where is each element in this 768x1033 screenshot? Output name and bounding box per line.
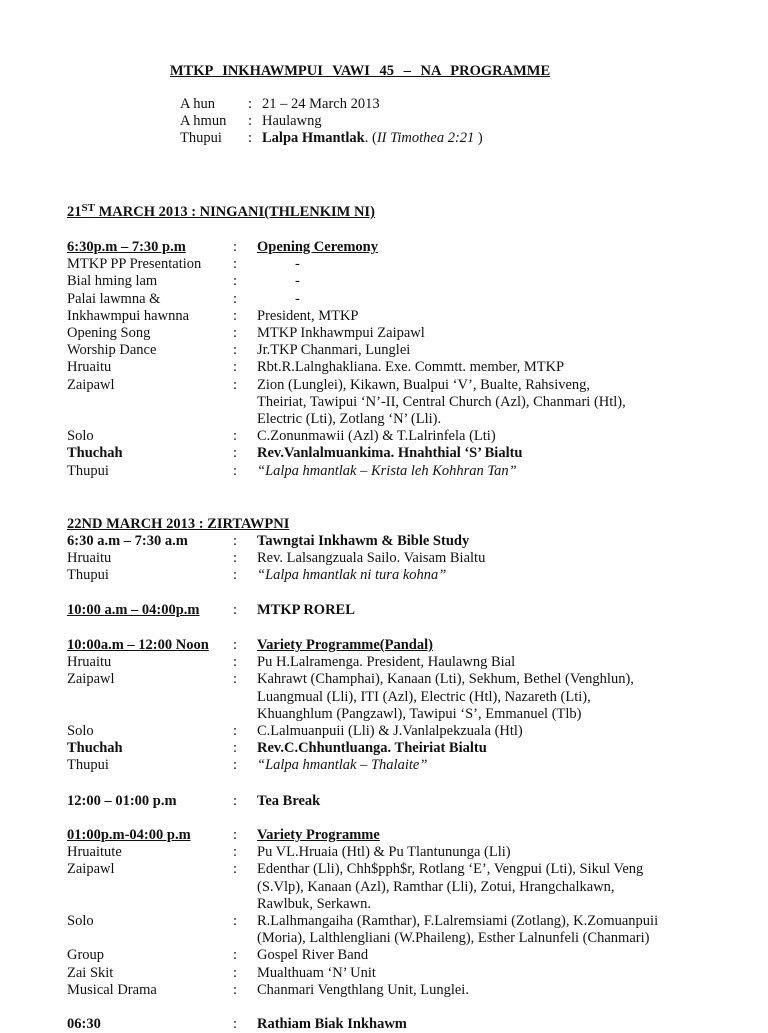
variety2-schedule (67, 827, 658, 999)
rorel-row (67, 602, 355, 619)
row-label: Zaipawl (67, 861, 115, 878)
document-title: MTKP INKHAWMPUI VAWI 45 – NA PROGRAMME (169, 63, 551, 79)
row-value (257, 567, 446, 584)
value-text: Variety Programme (257, 827, 380, 843)
row-value (257, 239, 378, 256)
value-text: Opening Ceremony (257, 239, 378, 255)
value-text: Variety Programme(Pandal) (257, 637, 433, 653)
row-value (257, 827, 380, 844)
colon: : (233, 740, 238, 757)
value-text: C.Zonunmawii (Azl) & T.Lalrinfela (Lti) (257, 428, 496, 445)
row-value (257, 325, 425, 342)
value-text: President, MTKP (257, 307, 359, 324)
row-label: Zaipawl (67, 671, 115, 688)
row-value (257, 550, 485, 567)
colon: : (233, 654, 238, 671)
value-text: - (295, 273, 300, 290)
colon: : (233, 533, 238, 549)
schedule-row (67, 445, 626, 462)
info-venue (180, 113, 483, 130)
colon: : (233, 359, 238, 376)
row-label: Hruaitu (67, 654, 112, 671)
value-text: “Lalpa hmantlak ni tura kohna” (257, 567, 447, 584)
row-label: Group (67, 947, 105, 964)
schedule-row (67, 965, 658, 982)
row-value (257, 291, 300, 308)
row-label: Zaipawl (67, 376, 115, 393)
value-line: (S.Vlp), Kanaan (Azl), Ramthar (Lli), Zotui, Hrangchalkawn, (257, 878, 615, 895)
info-label: A hun (180, 96, 216, 112)
theme-title: Lalpa Hmantlak (262, 130, 365, 147)
value-line: (Moria), Lalthlengliani (W.Phaileng), Esther Lalnunfeli (Chanmari) (257, 930, 650, 947)
colon: : (233, 325, 238, 342)
row-value (257, 602, 355, 619)
event-info (180, 96, 483, 148)
colon: : (248, 130, 253, 147)
row-value (257, 654, 515, 671)
row-value (257, 913, 658, 947)
value-text: - (295, 290, 300, 307)
value-line: Rawlbuk, Serkawn. (257, 895, 371, 912)
row-label: 6:30 a.m – 7:30 a.m (67, 533, 188, 549)
row-value (257, 359, 564, 376)
row-label: Solo (67, 912, 94, 929)
row-label: MTKP PP Presentation (67, 256, 202, 273)
value-text: Tawngtai Inkhawm & Bible Study (257, 533, 470, 549)
colon: : (233, 602, 238, 618)
row-value (257, 793, 320, 810)
value-line: Luangmual (Lli), ITI (Azl), Electric (Htl), Nazareth (Lti), (257, 688, 591, 705)
row-label: 6:30p.m – 7:30 p.m (67, 239, 186, 255)
value-text: Gospel River Band (257, 947, 369, 964)
row-value (257, 844, 511, 861)
colon: : (233, 757, 238, 774)
colon: : (233, 273, 238, 290)
value-text: C.Lalmuanpuii (Lli) & J.Vanlalpekzuala (Htl) (257, 722, 523, 739)
row-label: 06:30 (67, 1016, 101, 1032)
colon: : (233, 239, 238, 255)
schedule-row (67, 982, 658, 999)
row-value (257, 533, 469, 550)
row-value (257, 637, 433, 654)
value-text: Rbt.R.Lalnghakliana. Exe. Commtt. member, MTKP (257, 359, 565, 376)
schedule-row (67, 377, 626, 429)
value-text: Rev. Lalsangzuala Sailo. Vaisam Bialtu (257, 550, 486, 567)
colon: : (233, 722, 238, 739)
schedule-row (67, 533, 485, 550)
schedule-row (67, 740, 634, 757)
day-number: 21 (67, 204, 82, 220)
colon: : (233, 567, 238, 584)
schedule-row (67, 291, 626, 308)
row-label: Zai Skit (67, 964, 114, 981)
value-text: Chanmari Vengthlang Unit, Lunglei. (257, 981, 469, 998)
colon: : (233, 256, 238, 273)
row-value (257, 342, 410, 359)
row-value (257, 445, 523, 462)
colon: : (233, 947, 238, 964)
value-text: Tea Break (257, 793, 321, 809)
row-value (257, 463, 517, 480)
schedule-row (67, 239, 626, 256)
row-label: Musical Drama (67, 981, 157, 998)
colon: : (248, 96, 253, 112)
schedule-row (67, 861, 658, 913)
row-label: Palai lawmna & (67, 290, 161, 307)
day-suffix: ST (81, 202, 95, 214)
row-label: Worship Dance (67, 342, 157, 359)
row-label: Hruaitu (67, 359, 112, 376)
row-label: Thupui (67, 567, 109, 584)
day1-schedule (67, 239, 626, 480)
row-value (257, 740, 487, 757)
value-text: Jr.TKP Chanmari, Lunglei (257, 342, 411, 359)
row-value (257, 965, 376, 982)
colon: : (233, 376, 238, 393)
row-label: Inkhawmpui hawnna (67, 307, 190, 324)
row-label: 12:00 – 01:00 p.m (67, 793, 177, 809)
colon: : (233, 964, 238, 981)
value-line: R.Lalhmangaiha (Ramthar), F.Lalremsiami (Zotlang), K.Zomuanpuii (257, 912, 659, 929)
row-label: Hruaitu (67, 550, 112, 567)
tea-row (67, 793, 320, 810)
row-value (257, 273, 300, 290)
colon: : (233, 462, 238, 479)
schedule-row (67, 827, 658, 844)
row-value (257, 377, 626, 429)
colon: : (233, 981, 238, 998)
colon: : (233, 428, 238, 445)
colon: : (248, 113, 253, 130)
schedule-row (67, 567, 485, 584)
colon: : (233, 445, 238, 462)
schedule-row (67, 256, 626, 273)
row-value (257, 308, 359, 325)
colon: : (233, 861, 238, 878)
value-line: Kahrawt (Champhai), Kanaan (Lti), Sekhum, Bethel (Venghlun), (257, 671, 634, 688)
schedule-row (67, 913, 658, 947)
variety1-schedule (67, 637, 634, 775)
value-text: - (295, 256, 300, 273)
day1-heading (67, 202, 375, 221)
colon: : (233, 550, 238, 567)
colon: : (233, 844, 238, 861)
row-value (257, 947, 368, 964)
day2-prayer (67, 533, 485, 585)
row-label: Thupui (67, 757, 109, 774)
colon: : (233, 671, 238, 688)
value-line: Zion (Lunglei), Kikawn, Bualpui ‘V’, Bualte, Rahsiveng, (257, 376, 591, 393)
value-line: Theiriat, Tawipui ‘N’-II, Central Church (Azl), Chanmari (Htl), (257, 393, 626, 410)
row-value (257, 723, 523, 740)
schedule-row (67, 947, 658, 964)
schedule-row (67, 757, 634, 774)
schedule-row (67, 463, 626, 480)
row-value (257, 757, 427, 774)
schedule-row (67, 793, 320, 810)
colon: : (233, 637, 238, 653)
value-text: Rev.Vanlalmuankima. Hnahthial ‘S’ Bialtu (257, 445, 523, 462)
row-label: Thupui (67, 462, 109, 479)
row-label: 10:00a.m – 12:00 Noon (67, 637, 209, 653)
value-text: “Lalpa hmantlak – Krista leh Kohhran Tan” (257, 462, 517, 479)
row-label: Solo (67, 722, 94, 739)
row-value (257, 671, 634, 723)
value-text: MTKP Inkhawmpui Zaipawl (257, 325, 425, 342)
schedule-row (67, 671, 634, 723)
row-label: Bial hming lam (67, 273, 158, 290)
row-value (257, 861, 643, 913)
schedule-row (67, 273, 626, 290)
info-date (180, 96, 483, 113)
row-label: 10:00 a.m – 04:00p.m (67, 602, 200, 618)
colon: : (233, 307, 238, 324)
evening-row (67, 1016, 407, 1033)
row-label: 01:00p.m-04:00 p.m (67, 827, 191, 843)
row-value (257, 428, 496, 445)
info-label: A hmun (180, 113, 227, 130)
row-value (257, 256, 300, 273)
value-text: “Lalpa hmantlak – Thalaite” (257, 757, 428, 774)
day-heading-text: 22ND MARCH 2013 : ZIRTAWPNI (67, 516, 290, 532)
schedule-row (67, 723, 634, 740)
row-label: Opening Song (67, 325, 151, 342)
schedule-row (67, 844, 658, 861)
schedule-row (67, 654, 634, 671)
value-text: MTKP ROREL (257, 602, 355, 618)
schedule-row (67, 342, 626, 359)
day2-heading (67, 516, 289, 533)
schedule-row (67, 325, 626, 342)
row-value (257, 1016, 407, 1033)
value-line: Khuanghlum (Pangzawl), Tawipui ‘S’, Emmanuel (Tlb) (257, 705, 582, 722)
value-text: Pu VL.Hruaia (Htl) & Pu Tlantununga (Lli) (257, 844, 511, 861)
value-text: Rathiam Biak Inkhawm (257, 1016, 407, 1032)
value-line: Electric (Lti), Zotlang ‘N’ (Lli). (257, 411, 442, 427)
row-label: Hruaitute (67, 844, 122, 861)
row-label: Thuchah (67, 740, 123, 757)
schedule-row (67, 637, 634, 654)
colon: : (233, 827, 238, 843)
theme-scripture: II Timothea 2:21 (376, 130, 475, 147)
info-label: Thupui (180, 130, 222, 147)
colon: : (233, 1016, 238, 1032)
row-label: Thuchah (67, 445, 123, 462)
schedule-row (67, 428, 626, 445)
info-value: 21 – 24 March 2013 (262, 96, 380, 112)
value-text: Pu H.Lalramenga. President, Haulawng Bial (257, 654, 516, 671)
schedule-row (67, 359, 626, 376)
row-value (257, 982, 469, 999)
schedule-row (67, 308, 626, 325)
colon: : (233, 793, 238, 809)
value-text: Rev.C.Chhuntluanga. Theiriat Bialtu (257, 740, 487, 757)
colon: : (233, 290, 238, 307)
row-label: Solo (67, 428, 94, 445)
colon: : (233, 912, 238, 929)
value-line: Edenthar (Lli), Chh$pph$r, Rotlang ‘E’, Vengpui (Lti), Sikul Veng (257, 861, 644, 878)
schedule-row (67, 550, 485, 567)
info-theme (180, 130, 483, 147)
schedule-row (67, 1016, 407, 1033)
day-heading-text: MARCH 2013 : NINGANI(THLENKIM NI) (94, 204, 375, 220)
theme-punct-end: ) (474, 130, 483, 147)
info-value: Haulawng (262, 113, 322, 130)
colon: : (233, 342, 238, 359)
schedule-row (67, 602, 355, 619)
theme-punct: . ( (364, 130, 377, 147)
value-text: Mualthuam ‘N’ Unit (257, 964, 376, 981)
